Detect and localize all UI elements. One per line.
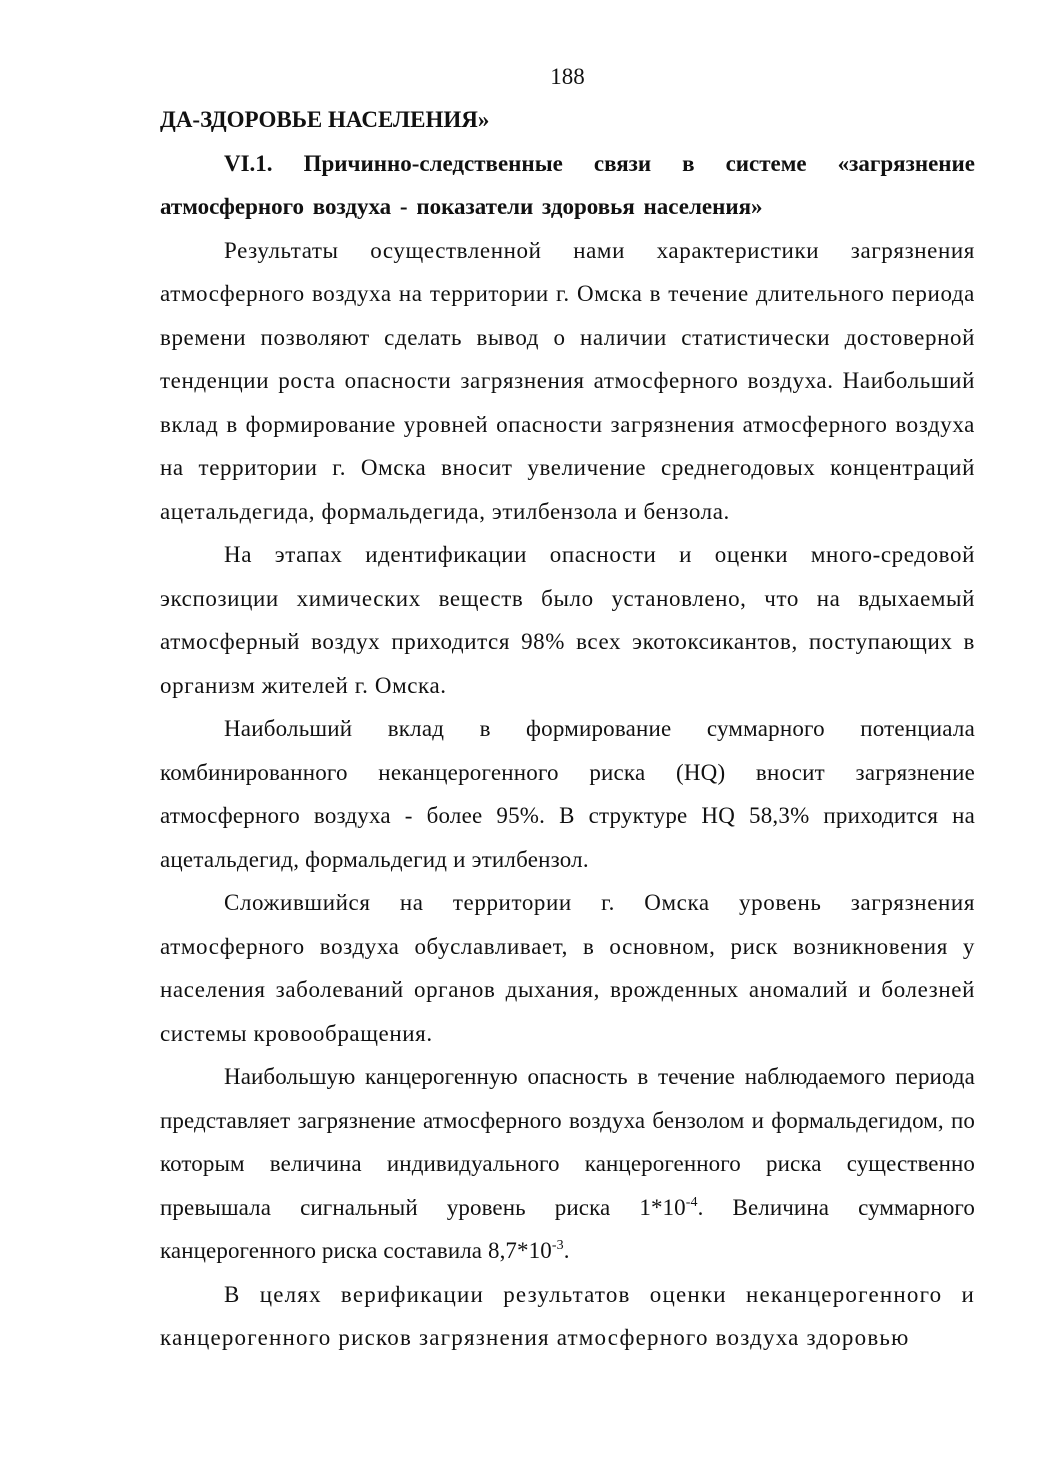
paragraph-5 [160,1055,975,1273]
paragraph-5-text-a: Наибольшую канцерогенную опасность в течение наблюдаемого периода представляет загрязнение атмосферного воздуха бензолом и формальдегидом, по которым величина индивидуального канцерогенного риска существенно превышала сигнальный уровень риска 1*10 [160,1064,975,1220]
page-number: 188 [550,64,585,89]
paragraph-2: На этапах идентификации опасности и оценки много-средовой экспозиции химических веществ было установлено, что на вдыхаемый атмосферный воздух приходится 98% всех экотоксикантов, поступающих в организм жителей г. Омска. [160,542,975,698]
chapter-heading-continuation: ДА-ЗДОРОВЬЕ НАСЕЛЕНИЯ» [160,107,490,132]
paragraph-3: Наибольший вклад в формирование суммарного потенциала комбинированного неканцерогенного риска (HQ) вносит загрязнение атмосферного воздуха - более 95%. В структуре HQ 58,3% приходится на ацетальдегид, формальдегид и этилбензол. [160,716,975,872]
paragraph-4: Сложившийся на территории г. Омска уровень загрязнения атмосферного воздуха обуславливает, в основном, риск возникновения у населения заболеваний органов дыхания, врожденных аномалий и болезней системы кровообращения. [160,890,975,1046]
paragraph-6: В целях верификации результатов оценки неканцерогенного и канцерогенного рисков загрязнения атмосферного воздуха здоровью [160,1281,975,1350]
paragraph-5-text-b: . Величина суммарного канцерогенного риска составила 8,7*10 [160,1194,975,1263]
exponent-a: -4 [685,1194,698,1210]
exponent-b: -3 [551,1238,564,1253]
paragraph-1: Результаты осуществленной нами характеристики загрязнения атмосферного воздуха на территории г. Омска в течение длительного периода времени позволяют сделать вывод о наличии статистически достоверной тенденции роста опасности загрязнения атмосферного воздуха. Наибольший вклад в формирование уровней опасности загрязнения атмосферного воздуха на территории г. Омска вносит увеличение среднегодовых концентраций ацетальдегида, формальдегида, этилбензола и бензола. [160,237,975,524]
section-title: VI.1. Причинно-следственные связи в системе «загрязнение атмосферного воздуха - показатели здоровья населения» [160,150,975,219]
document-body [160,98,975,1360]
paragraph-5-text-c: . [563,1238,570,1263]
